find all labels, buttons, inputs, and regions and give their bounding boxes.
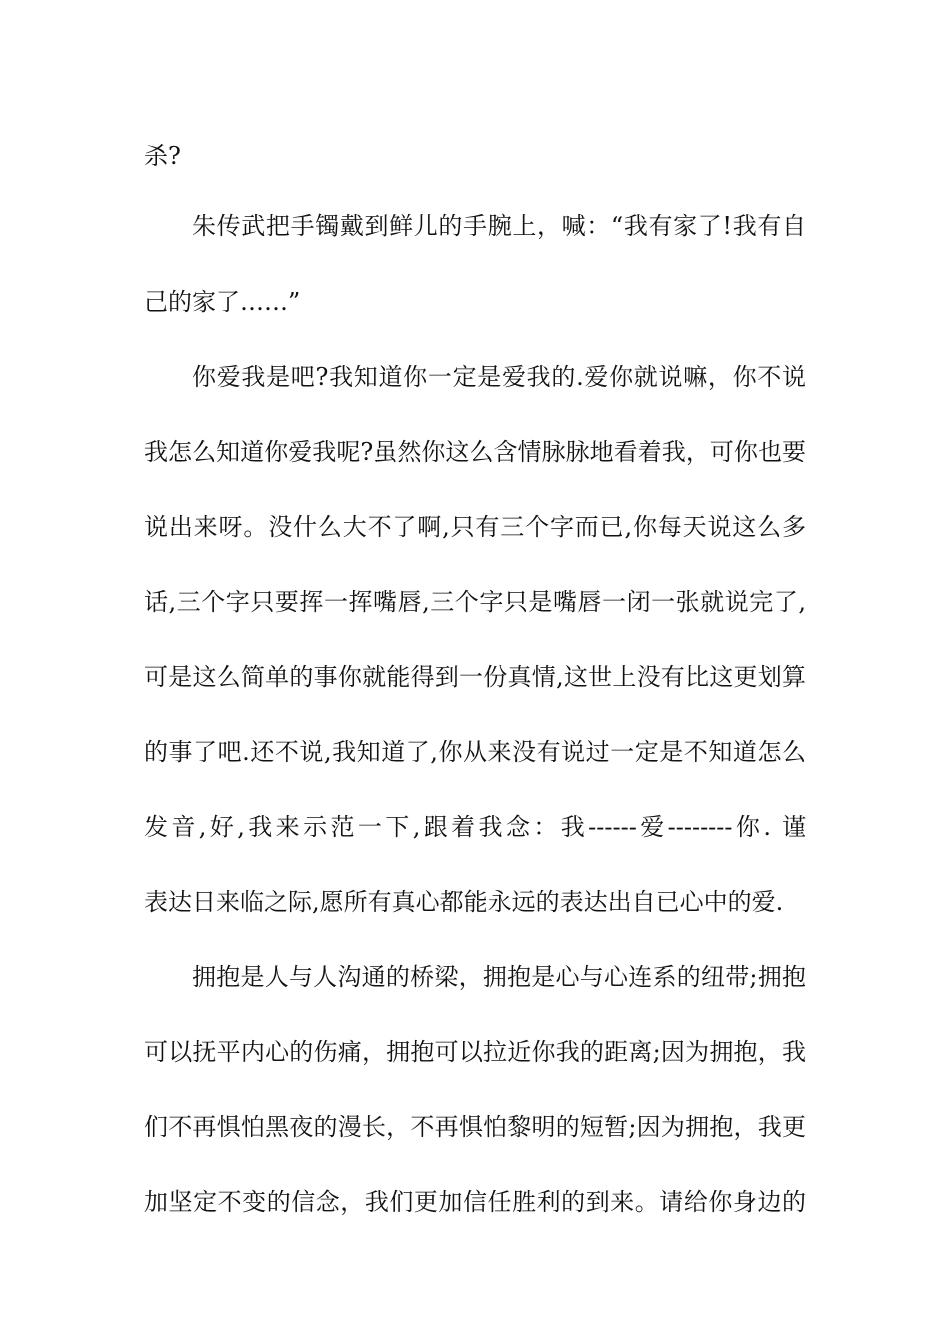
paragraph-3-line-3: 说出来呀。没什么大不了啊,只有三个字而已,你每天说这么多 [144, 513, 806, 541]
paragraph-3-line-2: 我怎么知道你爱我呢?虽然你这么含情脉脉地看着我，可你也要 [144, 438, 806, 466]
paragraph-3-line-8: 表达日来临之际,愿所有真心都能永远的表达出自已心中的爱. [144, 888, 784, 916]
paragraph-3-line-7: 发音,好,我来示范一下,跟着我念：我------爱--------你. 谨 [144, 813, 806, 841]
paragraph-2-line-1: 朱传武把手镯戴到鲜儿的手腕上，喊：“我有家了!我有自 [192, 212, 806, 240]
paragraph-1-line-1: 杀? [144, 142, 181, 170]
paragraph-4-line-3: 们不再惧怕黑夜的漫长，不再惧怕黎明的短暂;因为拥抱，我更 [144, 1113, 806, 1141]
paragraph-3-line-4: 话,三个字只要挥一挥嘴唇,三个字只是嘴唇一闭一张就说完了, [144, 588, 806, 616]
paragraph-4-line-2: 可以抚平内心的伤痛，拥抱可以拉近你我的距离;因为拥抱，我 [144, 1038, 806, 1066]
paragraph-3-line-6: 的事了吧.还不说,我知道了,你从来没有说过一定是不知道怎么 [144, 738, 806, 766]
paragraph-4-line-4: 加坚定不变的信念，我们更加信任胜利的到来。请给你身边的 [144, 1188, 806, 1216]
paragraph-3-line-1: 你爱我是吧?我知道你一定是爱我的.爱你就说嘛，你不说 [192, 363, 806, 391]
paragraph-2-line-2: 己的家了……” [144, 288, 301, 316]
paragraph-4-line-1: 拥抱是人与人沟通的桥梁，拥抱是心与心连系的纽带;拥抱 [192, 963, 806, 991]
paragraph-3-line-5: 可是这么简单的事你就能得到一份真情,这世上没有比这更划算 [144, 663, 806, 691]
